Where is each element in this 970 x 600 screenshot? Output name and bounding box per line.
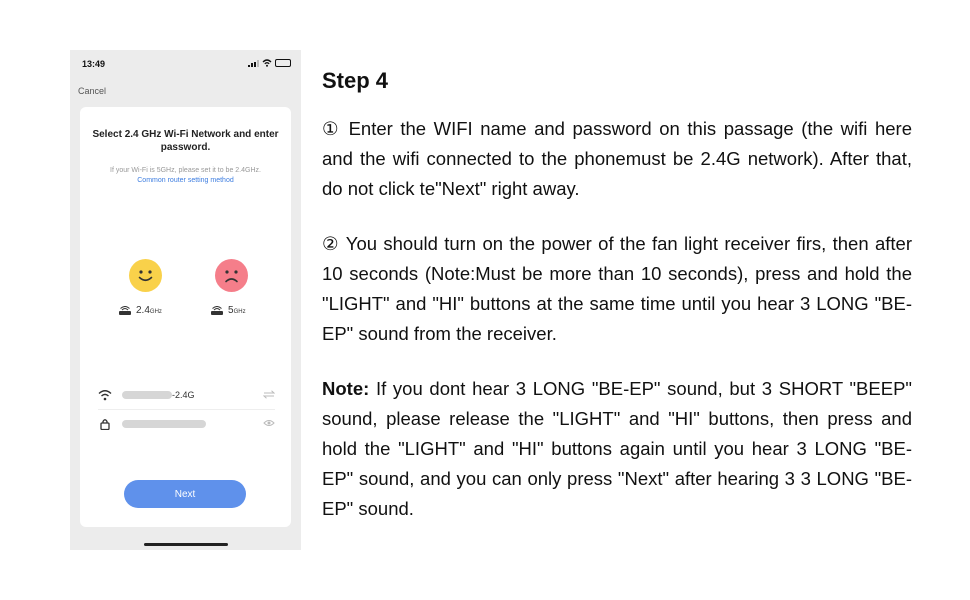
- home-indicator: [144, 543, 228, 546]
- show-password-icon[interactable]: [263, 419, 275, 427]
- cancel-button[interactable]: Cancel: [78, 86, 107, 96]
- band-24-value: 2.4GHz: [136, 305, 162, 316]
- band-5-value: 5GHz: [228, 305, 246, 316]
- battery-icon: [275, 59, 291, 67]
- wifi-name-value: -2.4G: [122, 390, 195, 400]
- next-button[interactable]: Next: [124, 480, 246, 508]
- lock-icon: [98, 418, 112, 430]
- router-setting-link[interactable]: Common router setting method: [137, 177, 234, 184]
- instruction-para-1: ① Enter the WIFI name and password on this passage (the wifi here and the wifi connected to the phonemust be 2.4G network). After that, do not click te"Next" right away.: [322, 118, 912, 199]
- card-subtitle: [96, 166, 275, 186]
- band-24ghz: [118, 305, 162, 316]
- redacted-ssid: [122, 391, 172, 399]
- router-icon: [118, 306, 132, 316]
- switch-network-icon[interactable]: [263, 390, 275, 399]
- signal-icon: [248, 60, 259, 67]
- password-field[interactable]: [98, 410, 275, 438]
- wifi-icon: [98, 389, 112, 401]
- status-icons: [248, 59, 291, 67]
- redacted-password: [122, 420, 206, 428]
- note-text: If you dont hear 3 LONG "BE-EP" sound, but 3 SHORT "BEEP" sound, please release the "LIGHT" and "HI" buttons, then press and hold the "LIGHT" and "HI" buttons again until you hear 3 LONG "BE-EP" sound, and you can only press "Next" after hearing 3 3 LONG "BE-EP" sound.: [322, 378, 912, 519]
- instruction-para-2: ② You should turn on the power of the fan light receiver firs, then after 10 seconds (Note:Must be more than 10 seconds), press and hold the "LIGHT" and "HI" buttons at the same time until you hear 3 LONG "BE-EP" sound from the receiver.: [322, 233, 912, 344]
- sad-face-icon: [215, 259, 248, 292]
- card-subtitle-text: If your Wi-Fi is 5GHz, please set it to be 2.4GHz.: [110, 167, 261, 174]
- note-label: Note:: [322, 378, 370, 399]
- status-bar: [82, 58, 291, 72]
- happy-face-icon: [129, 259, 162, 292]
- step-title: Step 4: [322, 68, 389, 93]
- band-5ghz: [210, 305, 246, 316]
- router-icon: [210, 306, 224, 316]
- instruction-note: [322, 374, 912, 524]
- card-title: Select 2.4 GHz Wi-Fi Network and enter password.: [92, 129, 279, 153]
- instructions: [322, 68, 912, 549]
- phone-screenshot: [70, 50, 301, 550]
- wifi-status-icon: [262, 59, 272, 67]
- status-time: 13:49: [82, 59, 106, 69]
- wifi-setup-card: [80, 107, 291, 527]
- wifi-name-field[interactable]: [98, 381, 275, 410]
